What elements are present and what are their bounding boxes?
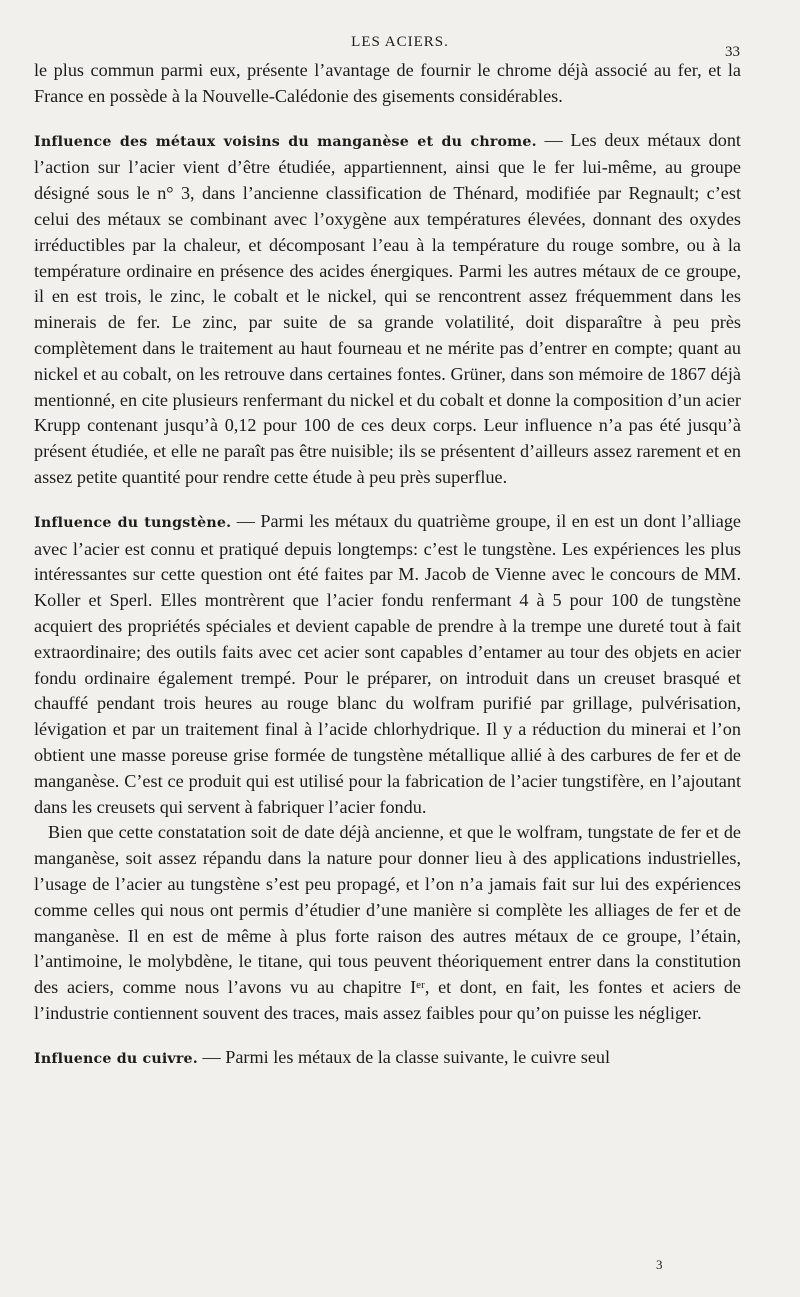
section-manganese-chrome <box>34 128 741 491</box>
section-text: — Parmi les métaux du quatrième groupe, il en est un dont l’alliage avec l’acier est connu et pratiqué depuis longtemps: c’est le tungstène. Les expériences les plus intéressantes sur cette question ont été faites par M. Jacob de Vienne avec le concours de MM. Koller et Sperl. Elles montrèrent que l’acier fondu renfermant 4 à 5 pour 100 de tungstène acquiert des propriétés spéciales et devient capable de prendre à la trempe une dureté tout à fait extraordinaire; des outils faits avec cet acier sont capables d’entamer au tour des objets en acier fondu ordinaire également trempé. Pour le préparer, on introduit dans un creuset brasqué et chauffé pendant trois heures au rouge blanc du wolfram purifié par grillage, pulvérisation, lévigation et par un traitement final à l’acide chlorhydrique. Il y a réduction du minerai et l’on obtient une masse poreuse grise formée de tungstène métallique allié à des carbures de fer et de manganèse. C’est ce produit qui est utilisé pour la fabrication de l’acier tungstifère, en l’ajoutant dans les creusets qui servent à fabriquer l’acier fondu. <box>34 510 741 817</box>
intro-paragraph: le plus commun parmi eux, présente l’avantage de fournir le chrome déjà associé au fer, et la France en possède à la Nouvelle-Calédonie des gisements considérables. <box>34 60 741 106</box>
tungsten-paragraph-2: Bien que cette constatation soit de date déjà ancienne, et que le wolfram, tungstate de fer et de manganèse, soit assez répandu dans la nature pour donner lieu à des applications industrielles, l’usage de l’acier au tungstène s’est peu propagé, et l’on n’a jamais fait sur lui des expériences comme celles qui nous ont permis d’étudier d’une manière si complète les alliages de fer et de manganèse. Il en est de même à plus forte raison des autres métaux de ce groupe, l’étain, l’antimoine, le molybdène, le titane, qui tous peuvent théoriquement entrer dans la constitution des aciers, comme nous l’avons vu au chapitre Iᵉʳ, et dont, en fait, les fontes et aciers de l’industrie contiennent souvent des traces, mais assez faibles pour qu’on puisse les négliger. <box>34 822 741 1023</box>
signature-mark: 3 <box>656 1257 663 1272</box>
section-text: — Parmi les métaux de la classe suivante, le cuivre seul <box>197 1046 611 1067</box>
section-copper <box>34 1045 741 1073</box>
page-number: 33 <box>725 44 740 60</box>
running-header: LES ACIERS. <box>351 34 449 50</box>
section-heading: Influence du tungstène. <box>34 514 232 531</box>
section-heading: Influence des métaux voisins du manganèse et du chrome. <box>34 133 537 150</box>
section-tungsten <box>34 509 741 821</box>
section-heading: Influence du cuivre. <box>34 1050 198 1067</box>
page-body <box>34 58 741 1072</box>
section-text: — Les deux métaux dont l’action sur l’acier vient d’être étudiée, appartiennent, ainsi que le fer lui-même, au groupe désigné sous le n° 3, dans l’ancienne classification de Thénard, modifiée par Regnault; c’est celui des métaux se combinant avec l’oxygène aux températures élevées, donnant des oxydes irréductibles par la chaleur, et décomposant l’eau à la température du rouge sombre, ou à la température ordinaire en présence des acides énergiques. Parmi les autres métaux de ce groupe, il en est trois, le zinc, le cobalt et le nickel, qui se rencontrent assez fréquemment dans les minerais de fer. Le zinc, par suite de sa grande volatilité, doit disparaître à peu près complètement dans le traitement au haut fourneau et ne mérite pas d’entrer en compte; quant au nickel et au cobalt, on les retrouve dans certaines fontes. Grüner, dans son mémoire de 1867 déjà mentionné, en cite plusieurs renfermant du nickel et du cobalt et donne la composition d’un acier Krupp contenant jusqu’à 0,12 pour 100 de ces deux corps. Leur influence n’a pas été jusqu’à présent étudiée, et elle ne paraît pas être nuisible; ils se présentent d’ailleurs assez rarement et en assez petite quantité pour rendre cette étude à peu près superflue. <box>34 129 741 487</box>
